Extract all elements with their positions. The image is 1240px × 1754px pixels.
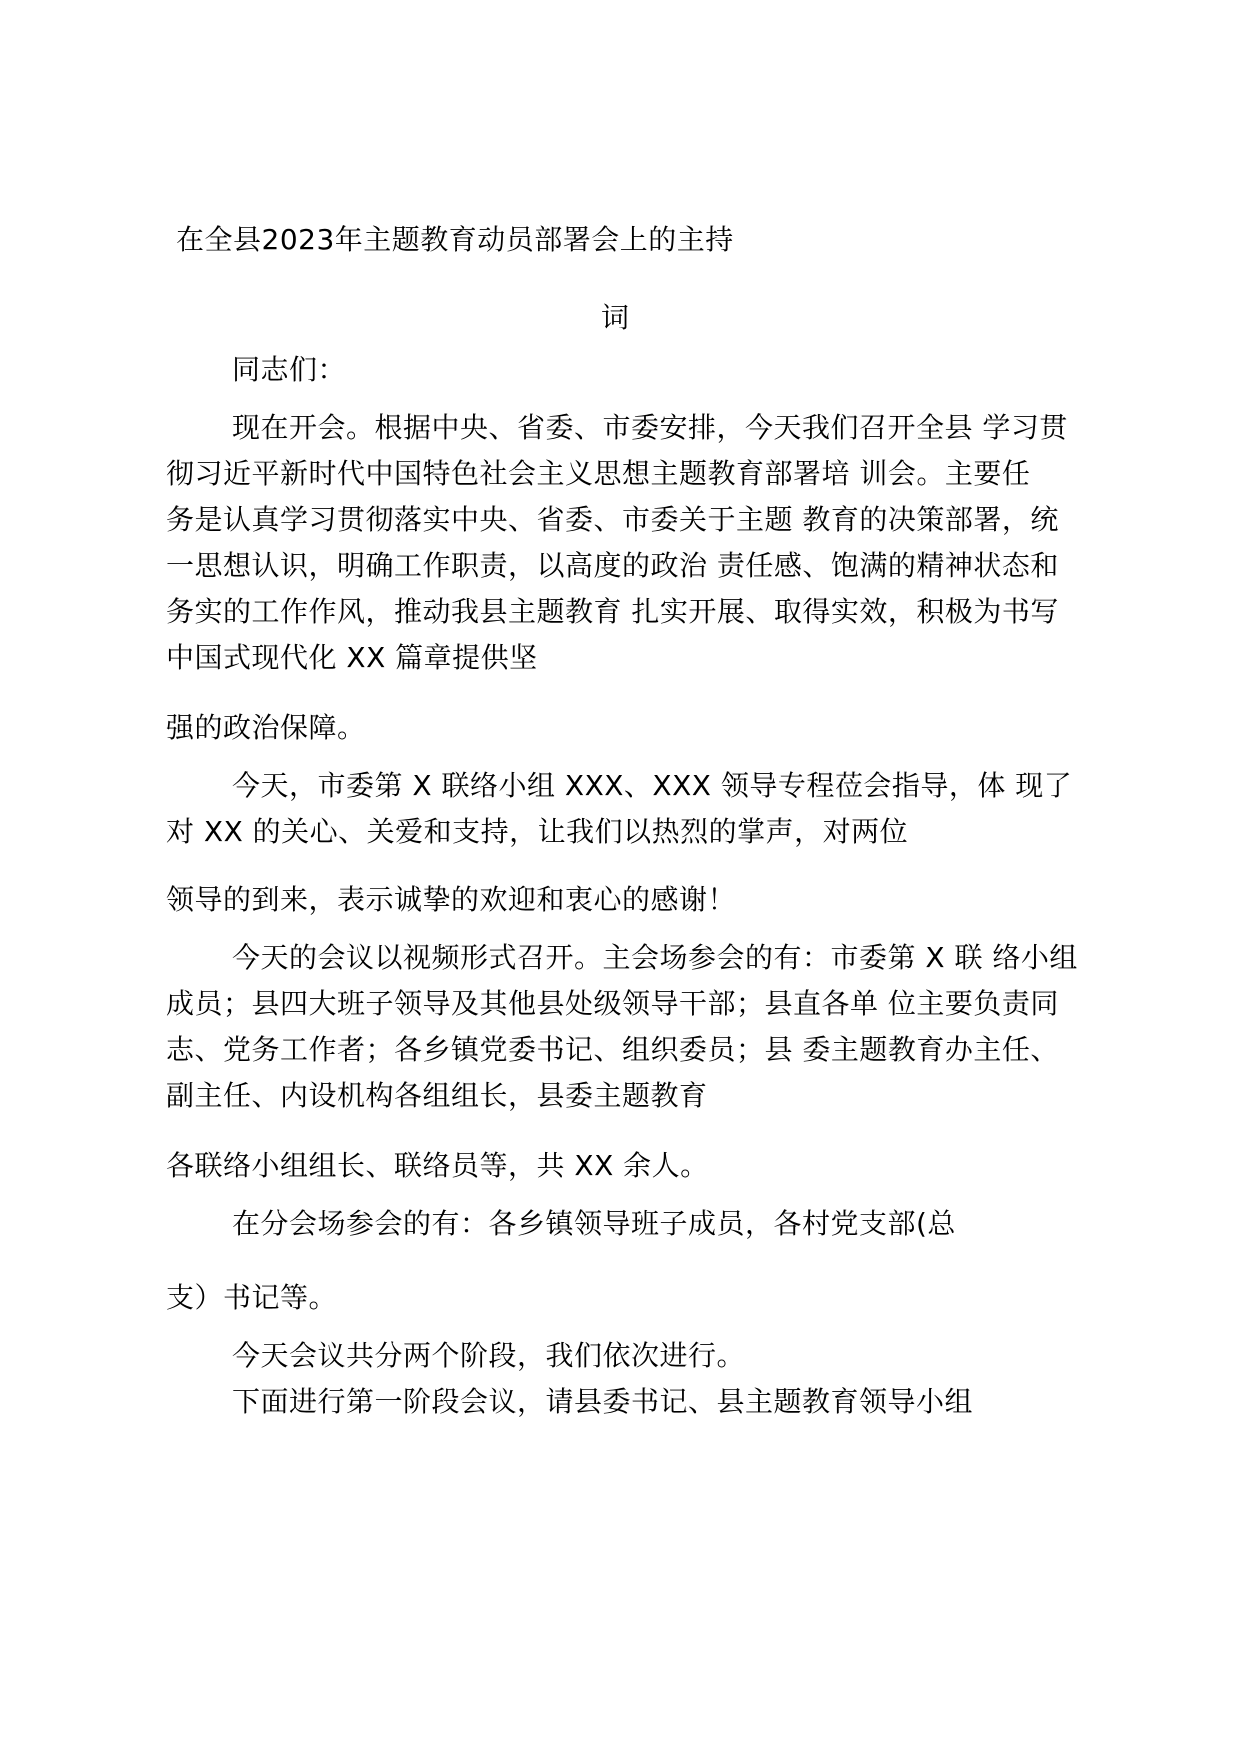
paragraph-line: 副主任、内设机构各组组长，县委主题教育 (166, 1079, 708, 1112)
paragraph-line: 现在开会。根据中央、省委、市委安排，今天我们召开全县 学习贯 (232, 411, 1068, 444)
paragraph-line: 一思想认识，明确工作职责，以高度的政治 责任感、饱满的精神状态和 (166, 549, 1059, 582)
paragraph-line: 支）书记等。 (166, 1281, 338, 1314)
paragraph-line: 强的政治保障。 (166, 711, 366, 744)
paragraph-line: 领导的到来，表示诚挚的欢迎和衷心的感谢！ (166, 883, 737, 916)
paragraph-line: 各联络小组组长、联络员等，共 XX 余人。 (166, 1149, 709, 1182)
salutation: 同志们： (232, 353, 347, 386)
paragraph-line: 今天的会议以视频形式召开。主会场参会的有：市委第 X 联 络小组 (232, 941, 1078, 974)
paragraph-line: 彻习近平新时代中国特色社会主义思想主题教育部署培 训会。主要任 (166, 457, 1031, 490)
document-title-line-2: 词 (601, 301, 630, 334)
paragraph-line: 中国式现代化 XX 篇章提供坚 (166, 641, 538, 674)
paragraph-line: 下面进行第一阶段会议，请县委书记、县主题教育领导小组 (232, 1385, 974, 1418)
paragraph-line: 成员；县四大班子领导及其他县处级领导干部；县直各单 位主要负责同 (166, 987, 1059, 1020)
paragraph-line: 务实的工作作风，推动我县主题教育 扎实开展、取得实效，积极为书写 (166, 595, 1059, 628)
paragraph-line: 务是认真学习贯彻落实中央、省委、市委关于主题 教育的决策部署，统 (166, 503, 1059, 536)
paragraph-line: 对 XX 的关心、关爱和支持，让我们以热烈的掌声，对两位 (166, 815, 909, 848)
paragraph-line: 今天会议共分两个阶段，我们依次进行。 (232, 1339, 746, 1372)
paragraph-line: 志、党务工作者；各乡镇党委书记、组织委员；县 委主题教育办主任、 (166, 1033, 1059, 1066)
paragraph-line: 今天，市委第 X 联络小组 XXX、XXX 领导专程莅会指导，体 现了 (232, 769, 1073, 802)
paragraph-line: 在分会场参会的有：各乡镇领导班子成员，各村党支部(总 (232, 1207, 956, 1240)
document-title-line-1: 在全县2023年主题教育动员部署会上的主持 (176, 223, 734, 256)
